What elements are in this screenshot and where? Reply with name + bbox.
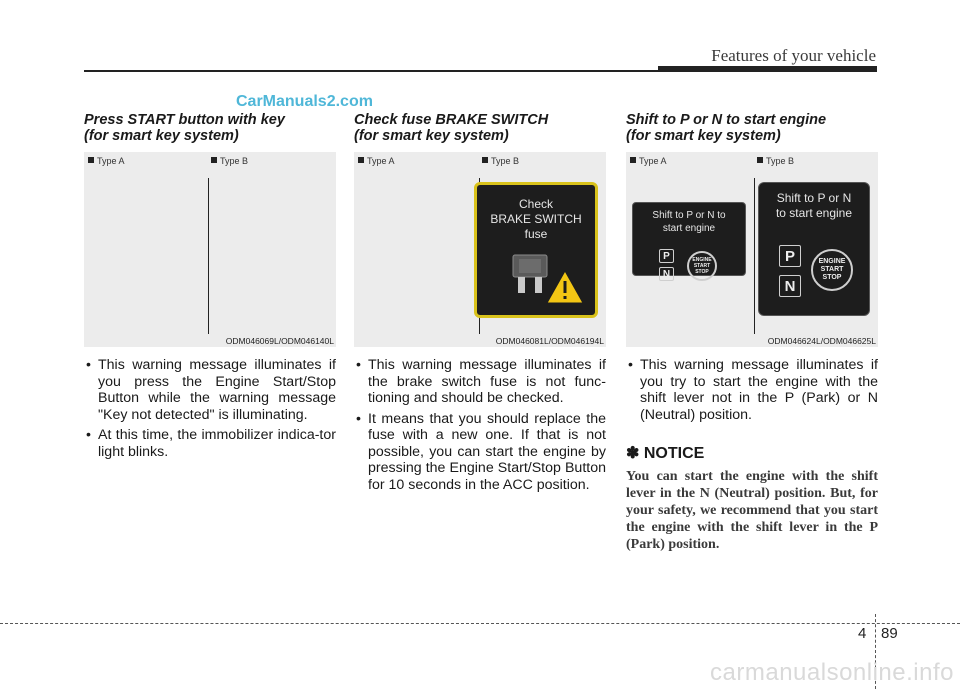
section-title: Shift to P or N to start engine (for smart key system)	[626, 112, 827, 144]
display-message: Shift to P or N to start engine	[652, 210, 726, 234]
asterisk-icon: ✽	[626, 445, 640, 462]
bullet-list	[354, 357, 606, 493]
list-item: • This warning message illuminates if you press the Engine Start/Stop Button while the warning message "Key not detected" is illuminating.	[84, 357, 336, 423]
watermark-bottom: carmanualsonline.info	[710, 659, 954, 686]
chapter-number: 4	[858, 625, 867, 642]
type-a-label: Type A	[630, 156, 667, 166]
watermark-link[interactable]: CarManuals2.com	[236, 93, 373, 110]
figure-divider	[754, 178, 755, 334]
section-title: Press START button with key (for smart key system)	[84, 112, 285, 144]
footer-rule	[0, 623, 960, 624]
brake-switch-display	[474, 182, 598, 318]
type-a-label: Type A	[358, 156, 395, 166]
list-item: • At this time, the immobilizer indica-tor light blinks.	[84, 427, 336, 460]
notice-title: ✽ NOTICE	[626, 445, 705, 462]
square-icon	[358, 157, 364, 163]
page-number: 89	[881, 625, 898, 642]
figure-check-fuse	[354, 152, 606, 347]
engine-start-stop-icon: ENGINE START STOP	[687, 251, 717, 281]
type-b-label: Type B	[211, 156, 248, 166]
gear-p-icon: P	[659, 249, 674, 263]
list-item: • This warning message illuminates if the brake switch fuse is not func-tioning and should be checked.	[354, 357, 606, 407]
list-item: • It means that you should replace the fuse with a new one. If that is not possible, you can start the engine by pressing the Engine Start/Stop Button for 10 seconds in the ACC position.	[354, 411, 606, 494]
gear-n-icon: N	[659, 267, 674, 281]
notice-body: You can start the engine with the shift lever in the N (Neutral) position. But, for your safety, we recommend that you start the engine with the shift lever in the P (Park) position.	[626, 469, 878, 552]
section-title: Check fuse BRAKE SWITCH (for smart key system)	[354, 112, 549, 144]
square-icon	[757, 157, 763, 163]
type-b-label: Type B	[482, 156, 519, 166]
gear-p-icon: P	[779, 245, 801, 267]
square-icon	[482, 157, 488, 163]
figure-code: ODM046069L/ODM046140L	[225, 336, 334, 346]
shift-display-type-b	[758, 182, 870, 316]
engine-start-stop-icon: ENGINE START STOP	[811, 249, 853, 291]
figure-press-start	[84, 152, 336, 347]
display-message: Check BRAKE SWITCH fuse	[490, 197, 582, 241]
figure-code: ODM046081L/ODM046194L	[495, 336, 604, 346]
fuse-warning-icon	[507, 251, 587, 311]
section-press-start	[84, 112, 336, 464]
header-rule-accent	[658, 66, 877, 72]
square-icon	[88, 157, 94, 163]
figure-shift-p-n	[626, 152, 878, 347]
square-icon	[630, 157, 636, 163]
square-icon	[211, 157, 217, 163]
gear-n-icon: N	[779, 275, 801, 297]
bullet-list	[84, 357, 336, 460]
type-a-label: Type A	[88, 156, 125, 166]
section-shift-p-n	[626, 112, 878, 553]
header-title: Features of your vehicle	[711, 46, 876, 65]
figure-divider	[208, 178, 209, 334]
section-check-fuse	[354, 112, 606, 497]
figure-code: ODM046624L/ODM046625L	[767, 336, 876, 346]
list-item: • This warning message illuminates if you try to start the engine with the shift lever not in the P (Park) or N (Neutral) position.	[626, 357, 878, 423]
type-b-label: Type B	[757, 156, 794, 166]
display-message: Shift to P or N to start engine	[775, 191, 853, 220]
bullet-list	[626, 357, 878, 423]
shift-display-type-a	[632, 202, 746, 280]
